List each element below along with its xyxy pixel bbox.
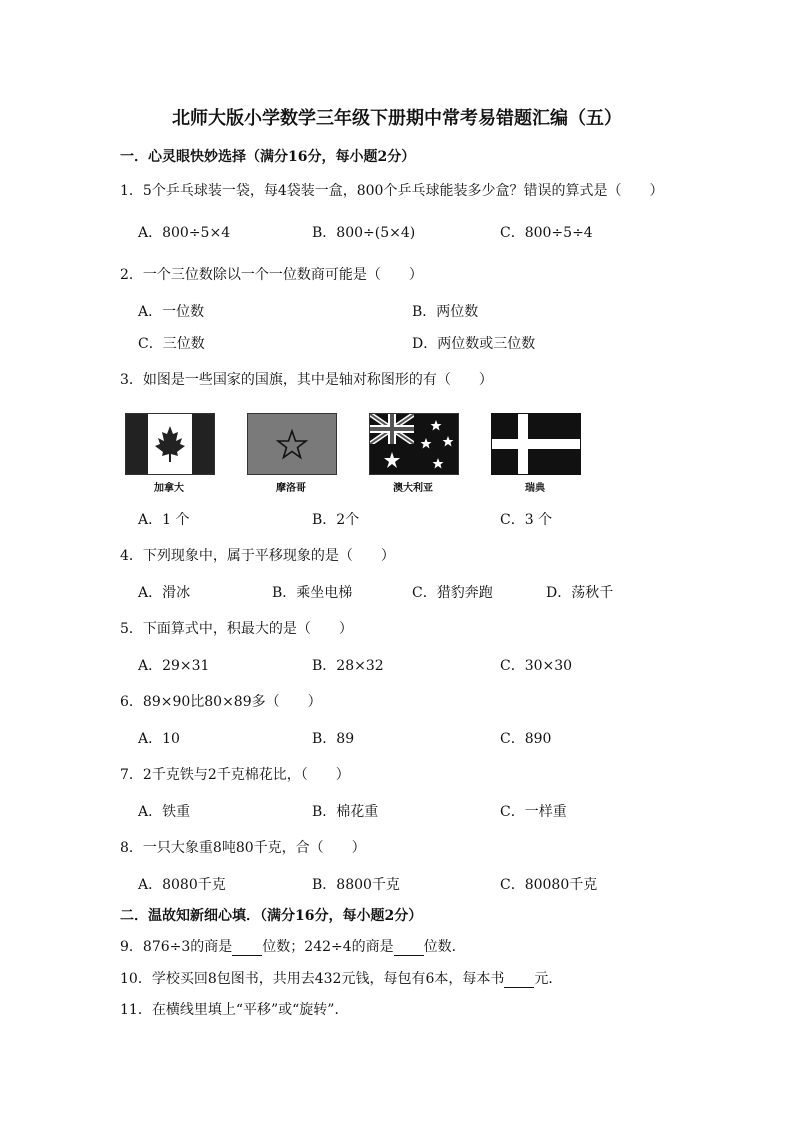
page-title: 北师大版小学数学三年级下册期中常考易错题汇编（五） xyxy=(172,108,622,129)
question-11: 11．在横线里填上“平移”或“旋转”． xyxy=(120,1002,349,1018)
australia-flag-image xyxy=(369,413,459,475)
question-7: 7．2千克铁与2千克棉花比，（ ） xyxy=(120,767,350,783)
q2-option-a[interactable]: A．一位数 xyxy=(138,304,205,320)
q10-text-1: 10．学校买回8包图书，共用去432元钱，每包有6本，每本书 xyxy=(120,971,505,987)
q7-option-b[interactable]: B．棉花重 xyxy=(312,804,379,820)
question-9 xyxy=(120,936,466,956)
q1-option-a[interactable]: A．800÷5×4 xyxy=(138,225,231,241)
q7-option-c[interactable]: C．一样重 xyxy=(500,804,567,820)
q6-option-b[interactable]: B．89 xyxy=(312,731,355,747)
q3-option-a[interactable]: A．1 个 xyxy=(138,512,190,528)
q5-option-a[interactable]: A．29×31 xyxy=(138,658,210,674)
q9-blank-2[interactable] xyxy=(394,941,424,956)
q9-text-3: 位数． xyxy=(423,939,466,955)
canada-flag-image xyxy=(125,413,215,475)
sweden-flag-image xyxy=(491,413,581,475)
question-1: 1．5个乒乓球装一袋，每4袋装一盒，800个乒乓球能装多少盒？错误的算式是（ ） xyxy=(120,183,664,199)
q5-option-c[interactable]: C．30×30 xyxy=(500,658,573,674)
q3-option-b[interactable]: B．2个 xyxy=(312,512,360,528)
flag-caption-morocco: 摩洛哥 xyxy=(276,483,306,494)
question-8: 8．一只大象重8吨80千克，合（ ） xyxy=(120,840,366,856)
q2-option-b[interactable]: B．两位数 xyxy=(412,304,479,320)
q1-option-c[interactable]: C．800÷5÷4 xyxy=(500,225,593,241)
q9-text-2: 位数；242÷4的商是 xyxy=(262,939,394,955)
q10-text-2: 元． xyxy=(534,971,563,987)
flag-caption-canada: 加拿大 xyxy=(154,483,184,494)
q6-option-a[interactable]: A．10 xyxy=(138,731,180,747)
q7-option-a[interactable]: A．铁重 xyxy=(138,804,191,820)
q4-option-c[interactable]: C．猎豹奔跑 xyxy=(412,585,493,601)
section-heading-1: 一．心灵眼快妙选择（满分16分，每小题2分） xyxy=(120,149,416,165)
question-2: 2．一个三位数除以一个一位数商可能是（ ） xyxy=(120,267,423,283)
q8-option-c[interactable]: C．80080千克 xyxy=(500,877,598,893)
q2-option-c[interactable]: C．三位数 xyxy=(138,336,205,352)
q5-option-b[interactable]: B．28×32 xyxy=(312,658,384,674)
question-10 xyxy=(120,968,562,988)
question-3: 3．如图是一些国家的国旗，其中是轴对称图形的有（ ） xyxy=(120,372,493,388)
q9-text-1: 9．876÷3的商是 xyxy=(120,939,233,955)
star-icon xyxy=(276,428,308,460)
flag-caption-australia: 澳大利亚 xyxy=(393,483,433,494)
q2-option-d[interactable]: D．两位数或三位数 xyxy=(412,336,536,352)
q3-option-c[interactable]: C．3 个 xyxy=(500,512,553,528)
q4-option-a[interactable]: A．滑冰 xyxy=(138,585,191,601)
maple-leaf-icon xyxy=(154,424,186,464)
q9-blank-1[interactable] xyxy=(232,941,262,956)
q4-option-d[interactable]: D．荡秋千 xyxy=(546,585,614,601)
q6-option-c[interactable]: C．890 xyxy=(500,731,552,747)
q1-option-b[interactable]: B．800÷(5×4) xyxy=(312,225,416,241)
q8-option-b[interactable]: B．8800千克 xyxy=(312,877,400,893)
southern-cross-stars-icon xyxy=(370,414,458,474)
section-heading-2: 二．温故知新细心填．（满分16分，每小题2分） xyxy=(120,908,423,924)
flag-caption-sweden: 瑞典 xyxy=(525,483,545,494)
q4-option-b[interactable]: B．乘坐电梯 xyxy=(272,585,353,601)
q8-option-a[interactable]: A．8080千克 xyxy=(138,877,226,893)
q10-blank[interactable] xyxy=(504,973,534,988)
question-4: 4．下列现象中，属于平移现象的是（ ） xyxy=(120,548,395,564)
morocco-flag-image xyxy=(247,413,337,475)
question-5: 5．下面算式中，积最大的是（ ） xyxy=(120,621,353,637)
question-6: 6．89×90比80×89多（ ） xyxy=(120,694,322,710)
